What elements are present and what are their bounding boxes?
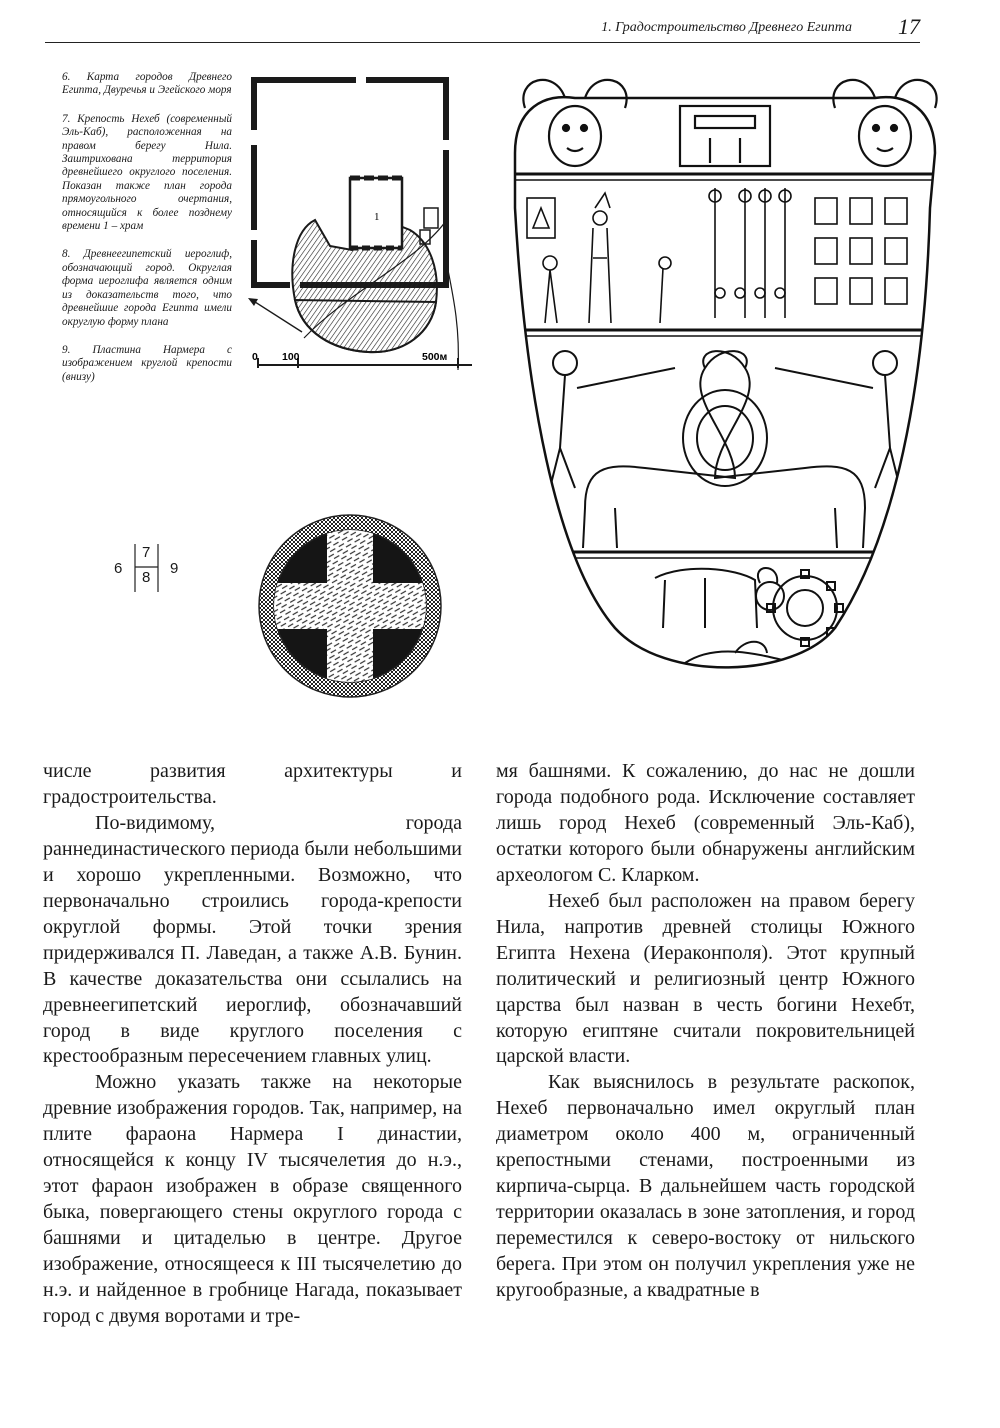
caption-fig7: 7. Крепость Нехеб (современный Эль-Каб), расположенная на правом берегу Нила. Заштрихована территория древнейшего округлого поселения. Показан также план города прямоугольного очертания, относящийся к более позднему времени 1 – храм <box>62 112 232 233</box>
paragraph-ancient-depictions: Можно указать также на некоторые древние изображения городов. Так, например, на плите фараона Нармера I династии, относящейся к концу IV тысячелетия до н.э., этот фараон изображен в образе священного быка, повергающего стены округлого города с башнями и цитаделью в центре. Другое изображение, относящееся к III тысячелетию до н.э. и найденное в гробнице Нагада, показывает город с двумя воротами и тре- <box>43 1071 462 1328</box>
caption-fig6: 6. Карта городов Древнего Египта, Двуречья и Эгейского моря <box>62 71 232 97</box>
paragraph-nekheb-excavations: Как выяснилось в результате раскопок, Нехеб первоначально имел округлый план диаметром около 400 м, ограниченный крепостными стенами, построенными из кирпича-сырца. В дальнейшем часть городской территории оказалась в зоне затопления, и город переместился к северо-востоку от нильского берега. При этом он получил укрепления уже не кругообразные, а квадратные в <box>496 1071 915 1302</box>
temple-label: 1 <box>374 211 380 223</box>
scale-bar <box>252 351 472 368</box>
body-column-left <box>43 759 462 1330</box>
city-hieroglyph-figure <box>257 513 443 699</box>
body-column-right <box>496 759 915 1304</box>
palette-outline <box>515 97 935 667</box>
paragraph-continued: числе развития архитектуры и градостроительства. <box>43 760 462 808</box>
paragraph-nekheb-exception: мя башнями. К сожалению, до нас не дошли города подобного рода. Исключение составляет лишь город Нехеб (современный Эль-Каб), остатки которого были обнаружены английским археологом С. Кларком. <box>496 760 915 886</box>
temple-enclosure <box>350 178 438 248</box>
nekheb-plan-figure <box>240 70 480 380</box>
narmer-palette-figure <box>505 68 942 693</box>
figure-key-8: 8 <box>142 569 151 586</box>
paragraph-nekheb-location: Нехеб был расположен на правом берегу Нила, напротив древней столицы Южного Египта Нехена (Иераконполя). Этот крупный политический и религиозный центр Южного царства был назван в честь богини Нехебт, которую египтяне считали покровительницей царской власти. <box>496 889 915 1068</box>
scale-label-0: 0 <box>252 351 258 363</box>
scale-label-500: 500м <box>422 351 448 363</box>
figure-key <box>106 544 186 594</box>
page-number: 17 <box>898 14 920 39</box>
paragraph-early-dynastic-cities: По-видимому, города раннединастического периода были небольшими и хорошо укрепленными. Возможно, что первоначально строились города-крепости округлой формы. Этой точки зрения придерживался П. Лаведан, а также А.В. Бунин. В качестве доказательства они ссылались на древнеегипетский иероглиф, обозначавший город в виде круглого поселения с крестообразным пересечением главных улиц. <box>43 811 462 1068</box>
figure-key-9: 9 <box>170 560 179 577</box>
figure-key-7: 7 <box>142 544 151 561</box>
scale-label-100: 100 <box>282 351 300 363</box>
figure-key-lines <box>106 544 186 594</box>
running-head <box>45 14 920 43</box>
figure-captions <box>62 71 232 399</box>
caption-fig8: 8. Древнеегипетский иероглиф, обозначающий город. Округлая форма иероглифа является одним из доказательств того, что древнейшие города Египта имели округлую форму плана <box>62 248 232 328</box>
figure-key-6: 6 <box>114 560 123 577</box>
running-head-title: 1. Градостроительство Древнего Египта <box>601 20 852 35</box>
caption-fig9: 9. Пластина Нармера с изображением круглой крепости (внизу) <box>62 343 232 383</box>
